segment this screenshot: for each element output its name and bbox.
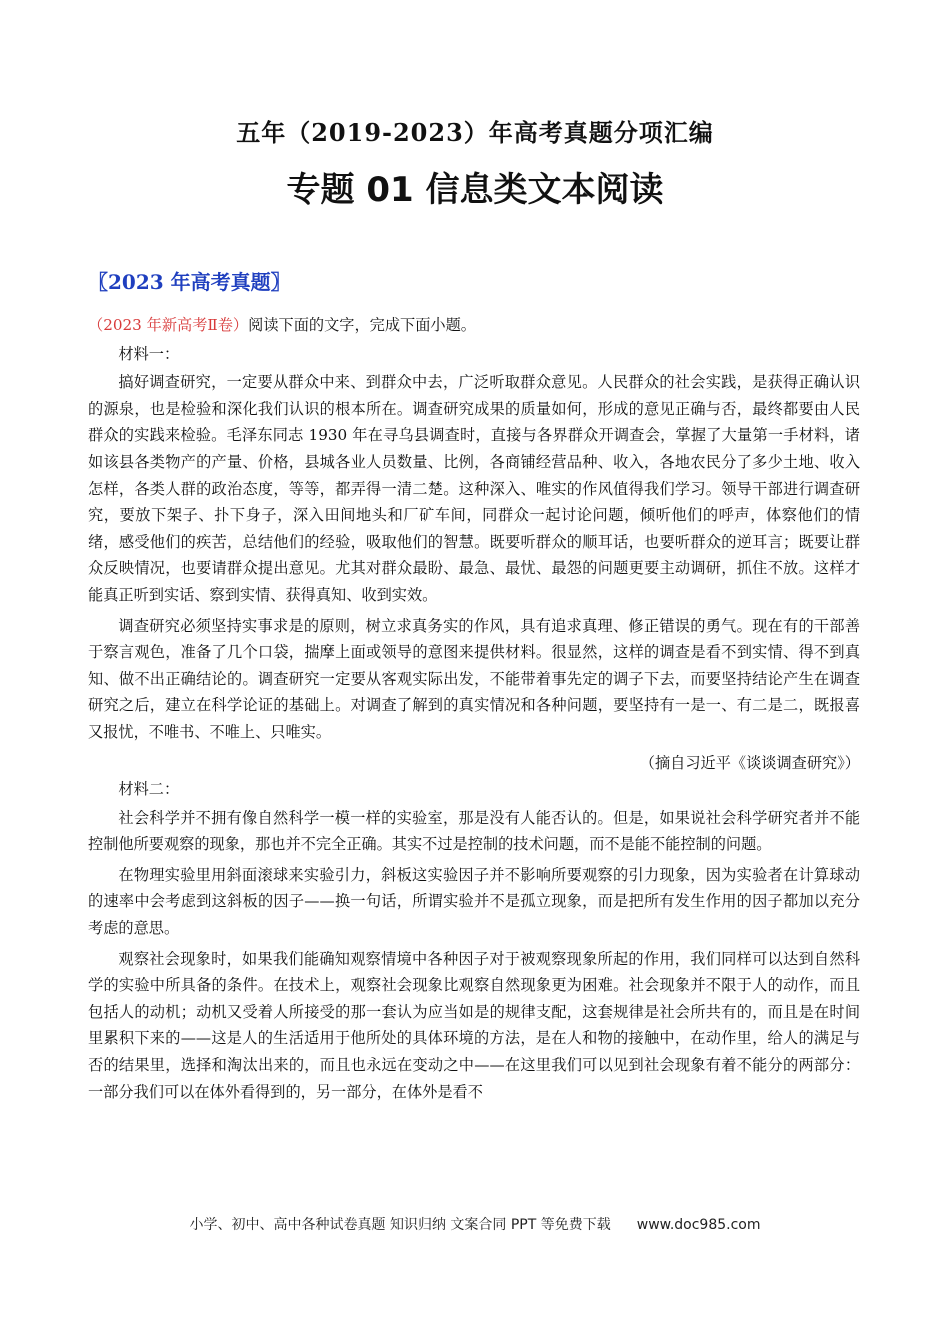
footer-url: www.doc985.com (636, 1217, 761, 1233)
reading-content (88, 312, 860, 1109)
footer-text: 小学、初中、高中各种试卷真题 知识归纳 文案合同 PPT 等免费下载 (189, 1217, 611, 1233)
document-header (0, 118, 950, 212)
document-subtitle: 五年（2019-2023）年高考真题分项汇编 (236, 118, 714, 147)
document-title: 专题 01 信息类文本阅读 (286, 170, 664, 210)
material-one-paragraph-2: 调查研究必须坚持实事求是的原则，树立求真务实的作风，具有追求真理、修正错误的勇气。现在有的干部善于察言观色，准备了几个口袋，揣摩上面或领导的意图来提供材料。很显然，这样的调查是看不到实情、得不到真知、做不出正确结论的。调查研究一定要从客观实际出发，不能带着事先定的调子下去，而要坚持结论产生在调查研究之后，建立在科学论证的基础上。对调查了解到的真实情况和各种问题，要坚持有一是一、有二是二，既报喜又报忧，不唯书、不唯上、只唯实。 (88, 616, 860, 741)
material-two-label: 材料二： (118, 780, 180, 799)
material-two-paragraph-2: 在物理实验里用斜面滚球来实验引力，斜板这实验因子并不影响所要观察的引力现象，因为实验者在计算球动的速率中会考虑到这斜板的因子——换一句话，所谓实验并不是孤立现象，而是把所有发生作用的因子都加以充分考虑的意思。 (88, 865, 860, 938)
question-intro (88, 312, 860, 339)
material-one-label: 材料一： (118, 344, 180, 363)
section-heading: 〖2023 年高考真题〗 (88, 270, 291, 294)
material-two-paragraph-1: 社会科学并不拥有像自然科学一模一样的实验室，那是没有人能否认的。但是，如果说社会科学研究者并不能控制他所要观察的现象，那也并不完全正确。其实不过是控制的技术问题，而不是能不能控制的问题。 (88, 808, 860, 854)
question-source: （2023 年新高考Ⅱ卷） (88, 316, 249, 334)
material-one-citation: （摘自习近平《谈谈调查研究》） (639, 753, 860, 772)
question-instruction: 阅读下面的文字，完成下面小题。 (248, 316, 476, 334)
page-footer (0, 1214, 950, 1234)
material-two-paragraph-3: 观察社会现象时，如果我们能确知观察情境中各种因子对于被观察现象所起的作用，我们同样可以达到自然科学的实验中所具备的条件。在技术上，观察社会现象比观察自然现象更为困难。社会现象并不限于人的动作，而且包括人的动机；动机又受着人所接受的那一套认为应当如是的规律支配，这套规律是社会所共有的，而且是在时间里累积下来的——这是人的生活适用于他所处的具体环境的方法，是在人和物的接触中，在动作里，给人的满足与否的结果里，选择和淘汰出来的，而且也永远在变动之中——在这里我们可以见到社会现象有着不能分的两部分：一部分我们可以在体外看得到的，另一部分，在体外是看不 (88, 949, 860, 1101)
material-one-paragraph-1: 搞好调查研究，一定要从群众中来、到群众中去，广泛听取群众意见。人民群众的社会实践，是获得正确认识的源泉，也是检验和深化我们认识的根本所在。调查研究成果的质量如何，形成的意见正确与否，最终都要由人民群众的实践来检验。毛泽东同志 1930 年在寻乌县调查时，直接与各界群众开调查会，掌握了大量第一手材料，诸如该县各类物产的产量、价格，县城各业人员数量、比例，各商铺经营品种、收入，各地农民分了多少土地、收入怎样，各类人群的政治态度，等等，都弄得一清二楚。这种深入、唯实的作风值得我们学习。领导干部进行调查研究，要放下架子、扑下身子，深入田间地头和厂矿车间，同群众一起讨论问题，倾听他们的呼声，体察他们的情绪，感受他们的疾苦，总结他们的经验，吸取他们的智慧。既要听群众的顺耳话，也要听群众的逆耳言；既要让群众反映情况，也要请群众提出意见。尤其对群众最盼、最急、最忧、最怨的问题更要主动调研，抓住不放。这样才能真正听到实话、察到实情、获得真知、收到实效。 (88, 373, 860, 604)
